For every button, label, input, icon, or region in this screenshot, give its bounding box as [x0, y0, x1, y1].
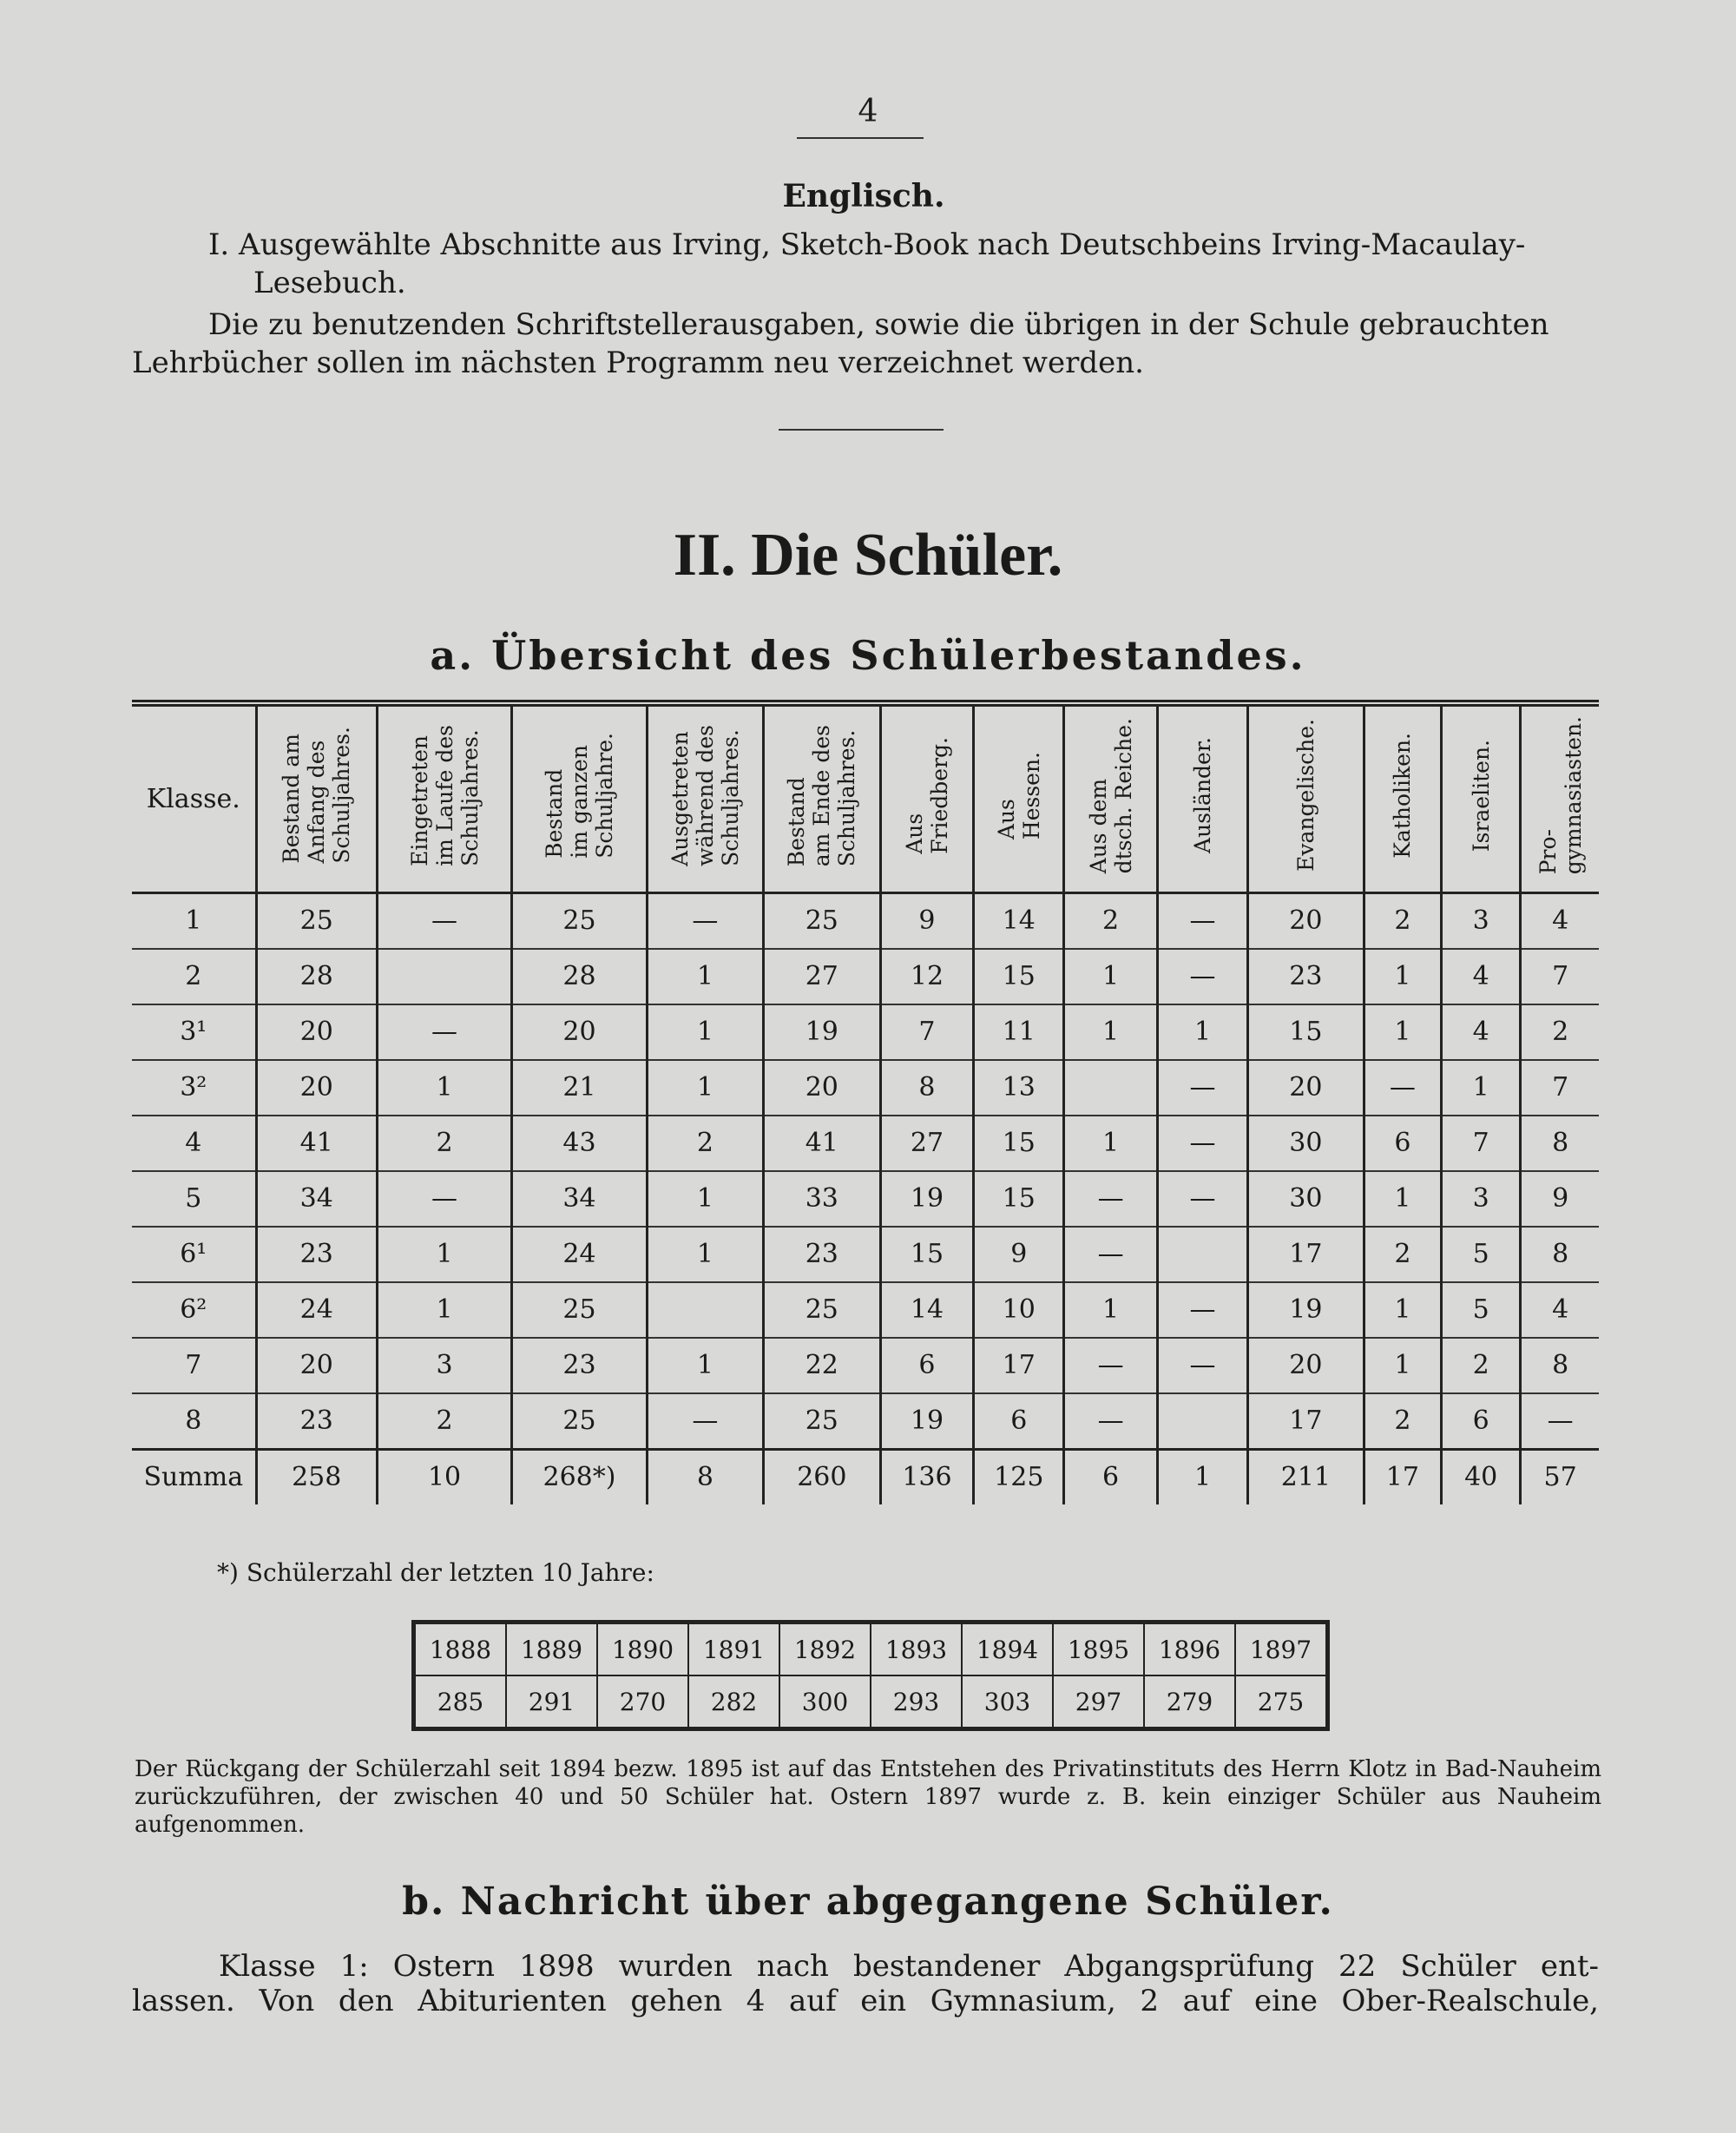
table-cell: 23 — [764, 1227, 880, 1282]
table-cell: 22 — [764, 1338, 880, 1393]
table-cell: 2 — [1442, 1338, 1521, 1393]
summary-cell: 211 — [1248, 1449, 1364, 1504]
table-cell: 17 — [974, 1338, 1064, 1393]
class-label-cell: 5 — [185, 1183, 202, 1214]
table-cell: 33 — [764, 1171, 880, 1227]
table-cell: 15 — [1248, 1004, 1364, 1060]
table-cell: 17 — [1248, 1393, 1364, 1450]
summary-row — [132, 1449, 1599, 1504]
table-cell: 20 — [256, 1338, 377, 1393]
table-cell: 15 — [974, 949, 1064, 1004]
table-cell: 1 — [647, 1227, 763, 1282]
table-cell: 1 — [1364, 1004, 1441, 1060]
table-row — [132, 1338, 1599, 1393]
class-label-cell: 3¹ — [180, 1017, 207, 1047]
table-cell: 7 — [880, 1004, 974, 1060]
table-cell: 20 — [512, 1004, 647, 1060]
count-cell: 300 — [779, 1675, 871, 1729]
footnote: *) Schülerzahl der letzten 10 Jahre: — [217, 1558, 654, 1587]
table-cell: 9 — [974, 1227, 1064, 1282]
table-cell: 20 — [1248, 1060, 1364, 1116]
table-cell: 27 — [880, 1116, 974, 1171]
section-b-line1: Klasse 1: Ostern 1898 wurden nach bestandener Abgangsprüfung 22 Schüler ent- — [219, 1949, 1599, 1984]
table-cell: 25 — [512, 892, 647, 949]
table-cell: 20 — [256, 1004, 377, 1060]
table-cell: 23 — [1248, 949, 1364, 1004]
column-header — [377, 703, 511, 892]
page-number: 4 — [858, 94, 878, 129]
year-cell: 1894 — [962, 1623, 1053, 1676]
year-cell: 1890 — [597, 1623, 688, 1676]
year-cell: 1888 — [414, 1623, 507, 1676]
section-b-paragraph — [132, 1949, 1599, 2018]
table-cell: 21 — [512, 1060, 647, 1116]
table-cell: 2 — [1364, 1227, 1441, 1282]
table-cell: — — [1158, 1171, 1248, 1227]
summary-cell: 8 — [647, 1449, 763, 1504]
table-cell: 3 — [1442, 1171, 1521, 1227]
student-stats-table — [132, 700, 1599, 1504]
table-cell: 34 — [256, 1171, 377, 1227]
table-cell: 1 — [1364, 1171, 1441, 1227]
table-cell: 14 — [880, 1282, 974, 1338]
years-row — [414, 1623, 1328, 1676]
table-cell: 24 — [256, 1282, 377, 1338]
table-cell: 13 — [974, 1060, 1064, 1116]
table-cell: 4 — [1442, 1004, 1521, 1060]
section-b-heading: b. Nachricht über abgegangene Schüler. — [402, 1880, 1334, 1924]
summary-cell: 40 — [1442, 1449, 1521, 1504]
table-cell: 34 — [512, 1171, 647, 1227]
year-cell: 1891 — [688, 1623, 779, 1676]
table-cell: 25 — [764, 892, 880, 949]
table-cell: 8 — [1521, 1116, 1599, 1171]
column-header-label: Bestand im ganzen Schuljahre. — [541, 732, 617, 859]
column-header-label: Ausländer. — [1190, 737, 1216, 854]
column-header-label: Bestand am Anfang des Schuljahres. — [279, 727, 355, 865]
count-cell: 293 — [871, 1675, 962, 1729]
class-label-cell: 2 — [185, 961, 202, 991]
count-cell: 291 — [506, 1675, 597, 1729]
table-cell: 1 — [1364, 1282, 1441, 1338]
class-label-cell: 6² — [180, 1294, 207, 1325]
summary-cell: 136 — [880, 1449, 974, 1504]
table-row — [132, 1282, 1599, 1338]
column-header — [764, 703, 880, 892]
table-cell: 25 — [764, 1393, 880, 1450]
table-cell: 17 — [1248, 1227, 1364, 1282]
table-cell: 6 — [880, 1338, 974, 1393]
section-heading-englisch: Englisch. — [782, 178, 945, 214]
count-cell: 282 — [688, 1675, 779, 1729]
table-cell: 1 — [647, 949, 763, 1004]
table-cell: 1 — [1064, 1004, 1158, 1060]
column-header-label: Ausgetreten während des Schuljahres. — [667, 724, 743, 866]
column-header — [1248, 703, 1364, 892]
column-header-label: Israeliten. — [1468, 739, 1494, 852]
class-label-cell: 7 — [185, 1350, 202, 1380]
column-header-label: Aus dem dtsch. Reiche. — [1085, 717, 1136, 873]
table-cell: 41 — [256, 1116, 377, 1171]
year-cell: 1895 — [1053, 1623, 1144, 1676]
column-header-label: Pro- gymnasiasten. — [1535, 716, 1586, 875]
table-body — [132, 892, 1599, 1504]
table-cell: 1 — [1158, 1004, 1248, 1060]
divider — [797, 137, 924, 139]
table-cell: — — [1158, 1338, 1248, 1393]
table-cell: 12 — [880, 949, 974, 1004]
english-note-line2: Lehrbücher sollen im nächsten Programm neu verzeichnet werden. — [132, 346, 1144, 380]
table-cell: 25 — [512, 1282, 647, 1338]
table-cell: 9 — [1521, 1171, 1599, 1227]
year-cell: 1889 — [506, 1623, 597, 1676]
table-cell: 2 — [377, 1116, 511, 1171]
table-cell: — — [1158, 1282, 1248, 1338]
column-header — [1158, 703, 1248, 892]
column-header-label: Katholiken. — [1390, 732, 1416, 859]
column-header — [1364, 703, 1441, 892]
table-cell: 4 — [1442, 949, 1521, 1004]
table-cell: — — [377, 1171, 511, 1227]
summary-cell: 268*) — [512, 1449, 647, 1504]
table-cell: 3 — [377, 1338, 511, 1393]
divider — [779, 429, 944, 431]
summary-cell: 1 — [1158, 1449, 1248, 1504]
table-cell: 1 — [377, 1227, 511, 1282]
table-cell: 20 — [1248, 1338, 1364, 1393]
summary-cell: 260 — [764, 1449, 880, 1504]
summary-label-cell: Summa — [143, 1462, 244, 1492]
table-cell — [1158, 1227, 1248, 1282]
table-row — [132, 949, 1599, 1004]
table-cell: 20 — [764, 1060, 880, 1116]
table-cell: 9 — [880, 892, 974, 949]
table-cell: 1 — [1364, 1338, 1441, 1393]
table-cell: 15 — [974, 1116, 1064, 1171]
table-cell: 2 — [1364, 1393, 1441, 1450]
count-cell: 279 — [1144, 1675, 1235, 1729]
table-cell: 1 — [1364, 949, 1441, 1004]
table-cell: 5 — [1442, 1227, 1521, 1282]
english-note-line1: Die zu benutzenden Schriftstellerausgaben, sowie die übrigen in der Schule gebrauchten — [208, 307, 1549, 342]
class-label-cell: 4 — [185, 1128, 202, 1158]
table-header — [132, 703, 1599, 892]
table-cell: 4 — [1521, 1282, 1599, 1338]
table-cell: 1 — [377, 1282, 511, 1338]
table-cell: — — [1158, 949, 1248, 1004]
count-cell: 303 — [962, 1675, 1053, 1729]
table-cell: 1 — [1064, 1282, 1158, 1338]
year-cell: 1892 — [779, 1623, 871, 1676]
main-heading: II. Die Schüler. — [673, 522, 1063, 589]
table-cell: 2 — [377, 1393, 511, 1450]
table-cell: 28 — [256, 949, 377, 1004]
table-cell: 25 — [764, 1282, 880, 1338]
table-cell: 19 — [880, 1171, 974, 1227]
table-cell: 5 — [1442, 1282, 1521, 1338]
count-cell: 297 — [1053, 1675, 1144, 1729]
table-row — [132, 1171, 1599, 1227]
table-cell: 6 — [1442, 1393, 1521, 1450]
table-cell: 19 — [1248, 1282, 1364, 1338]
year-cell: 1893 — [871, 1623, 962, 1676]
table-cell: — — [1064, 1338, 1158, 1393]
table-cell: 43 — [512, 1116, 647, 1171]
table-cell — [1064, 1060, 1158, 1116]
table-cell: — — [647, 1393, 763, 1450]
year-cell: 1897 — [1235, 1623, 1328, 1676]
year-cell: 1896 — [1144, 1623, 1235, 1676]
table-cell — [1158, 1393, 1248, 1450]
table-cell: 8 — [1521, 1227, 1599, 1282]
summary-cell: 258 — [256, 1449, 377, 1504]
table-cell: 1 — [647, 1171, 763, 1227]
summary-cell: 17 — [1364, 1449, 1441, 1504]
table-cell: 3 — [1442, 892, 1521, 949]
table-cell: 7 — [1521, 1060, 1599, 1116]
table-cell: 24 — [512, 1227, 647, 1282]
table-cell: — — [1064, 1227, 1158, 1282]
table-cell: 14 — [974, 892, 1064, 949]
column-header — [132, 703, 256, 892]
table-cell: 19 — [764, 1004, 880, 1060]
column-header — [1521, 703, 1599, 892]
table-cell: — — [647, 892, 763, 949]
count-cell: 275 — [1235, 1675, 1328, 1729]
table-cell: 27 — [764, 949, 880, 1004]
table-cell: — — [377, 1004, 511, 1060]
table-cell: — — [1158, 1116, 1248, 1171]
summary-cell: 6 — [1064, 1449, 1158, 1504]
table-cell: 20 — [1248, 892, 1364, 949]
table-cell: 25 — [256, 892, 377, 949]
table-cell: 2 — [1364, 892, 1441, 949]
column-header-label: Eingetreten im Laufe des Schuljahres. — [406, 724, 483, 866]
column-header-label: Bestand am Ende des Schuljahres. — [784, 724, 860, 866]
column-header — [512, 703, 647, 892]
english-item-line1: I. Ausgewählte Abschnitte aus Irving, Sketch-Book nach Deutschbeins Irving-Macaulay- — [208, 227, 1526, 262]
table-row — [132, 1004, 1599, 1060]
table-cell: 1 — [377, 1060, 511, 1116]
class-label-cell: 6¹ — [180, 1239, 207, 1269]
table-cell: — — [377, 892, 511, 949]
table-cell: — — [1064, 1393, 1158, 1450]
table-cell: 1 — [647, 1004, 763, 1060]
table-cell: 2 — [647, 1116, 763, 1171]
table-cell: — — [1064, 1171, 1158, 1227]
table-cell: 11 — [974, 1004, 1064, 1060]
table-cell: — — [1158, 1060, 1248, 1116]
table-cell: 28 — [512, 949, 647, 1004]
column-header — [1442, 703, 1521, 892]
summary-cell: 57 — [1521, 1449, 1599, 1504]
class-label-cell: 1 — [185, 905, 202, 936]
table-cell: 7 — [1442, 1116, 1521, 1171]
table-row — [132, 1393, 1599, 1450]
table-cell: 6 — [1364, 1116, 1441, 1171]
table-cell: 2 — [1064, 892, 1158, 949]
table-cell: 8 — [1521, 1338, 1599, 1393]
table-cell: 7 — [1521, 949, 1599, 1004]
column-header — [880, 703, 974, 892]
table-cell: 41 — [764, 1116, 880, 1171]
column-header-label: Aus Hessen. — [993, 751, 1044, 839]
class-label-cell: 8 — [185, 1406, 202, 1436]
table-cell: 23 — [512, 1338, 647, 1393]
table-cell: 15 — [880, 1227, 974, 1282]
table-cell: 1 — [647, 1060, 763, 1116]
table-cell: 2 — [1521, 1004, 1599, 1060]
summary-cell: 10 — [377, 1449, 511, 1504]
table-cell: 1 — [1442, 1060, 1521, 1116]
table-cell: 1 — [1064, 949, 1158, 1004]
table-row — [132, 1116, 1599, 1171]
table-row — [132, 1227, 1599, 1282]
count-cell: 285 — [414, 1675, 507, 1729]
table-cell: 20 — [256, 1060, 377, 1116]
column-header-label: Aus Friedberg. — [901, 736, 952, 854]
table-cell: 30 — [1248, 1116, 1364, 1171]
column-header — [974, 703, 1064, 892]
table-cell — [377, 949, 511, 1004]
years-table — [411, 1620, 1330, 1731]
table-cell: 19 — [880, 1393, 974, 1450]
count-cell: 270 — [597, 1675, 688, 1729]
counts-row — [414, 1675, 1328, 1729]
column-header-label: Klasse. — [146, 783, 240, 814]
table-cell: 1 — [647, 1338, 763, 1393]
column-header — [1064, 703, 1158, 892]
summary-cell: 125 — [974, 1449, 1064, 1504]
table-cell: 4 — [1521, 892, 1599, 949]
column-header-label: Evangelische. — [1292, 719, 1318, 872]
table-cell: 6 — [974, 1393, 1064, 1450]
table-cell: 15 — [974, 1171, 1064, 1227]
table-cell — [647, 1282, 763, 1338]
english-item-line2: Lesebuch. — [253, 266, 406, 300]
table-cell: — — [1158, 892, 1248, 949]
table-cell: 30 — [1248, 1171, 1364, 1227]
section-b-line2: lassen. Von den Abiturienten gehen 4 auf ein Gymnasium, 2 auf eine Ober-Realschule, — [132, 1984, 1599, 2018]
table-cell: — — [1364, 1060, 1441, 1116]
table-cell: — — [1521, 1393, 1599, 1450]
column-header — [647, 703, 763, 892]
table-row — [132, 1060, 1599, 1116]
table-cell: 10 — [974, 1282, 1064, 1338]
table-cell: 23 — [256, 1393, 377, 1450]
note-paragraph: Der Rückgang der Schülerzahl seit 1894 bezw. 1895 ist auf das Entstehen des Privatinstituts des Herrn Klotz in Bad-Nauheim zurückzuführen, der zwischen 40 und 50 Schüler hat. Ostern 1897 wurde z. B. kein einziger Schüler aus Nauheim aufgenommen. — [135, 1756, 1601, 1838]
table-cell: 1 — [1064, 1116, 1158, 1171]
column-header — [256, 703, 377, 892]
class-label-cell: 3² — [180, 1072, 207, 1103]
table-cell: 23 — [256, 1227, 377, 1282]
table-cell: 8 — [880, 1060, 974, 1116]
table-row — [132, 892, 1599, 949]
section-a-heading: a. Übersicht des Schülerbestandes. — [430, 632, 1306, 679]
table-cell: 25 — [512, 1393, 647, 1450]
